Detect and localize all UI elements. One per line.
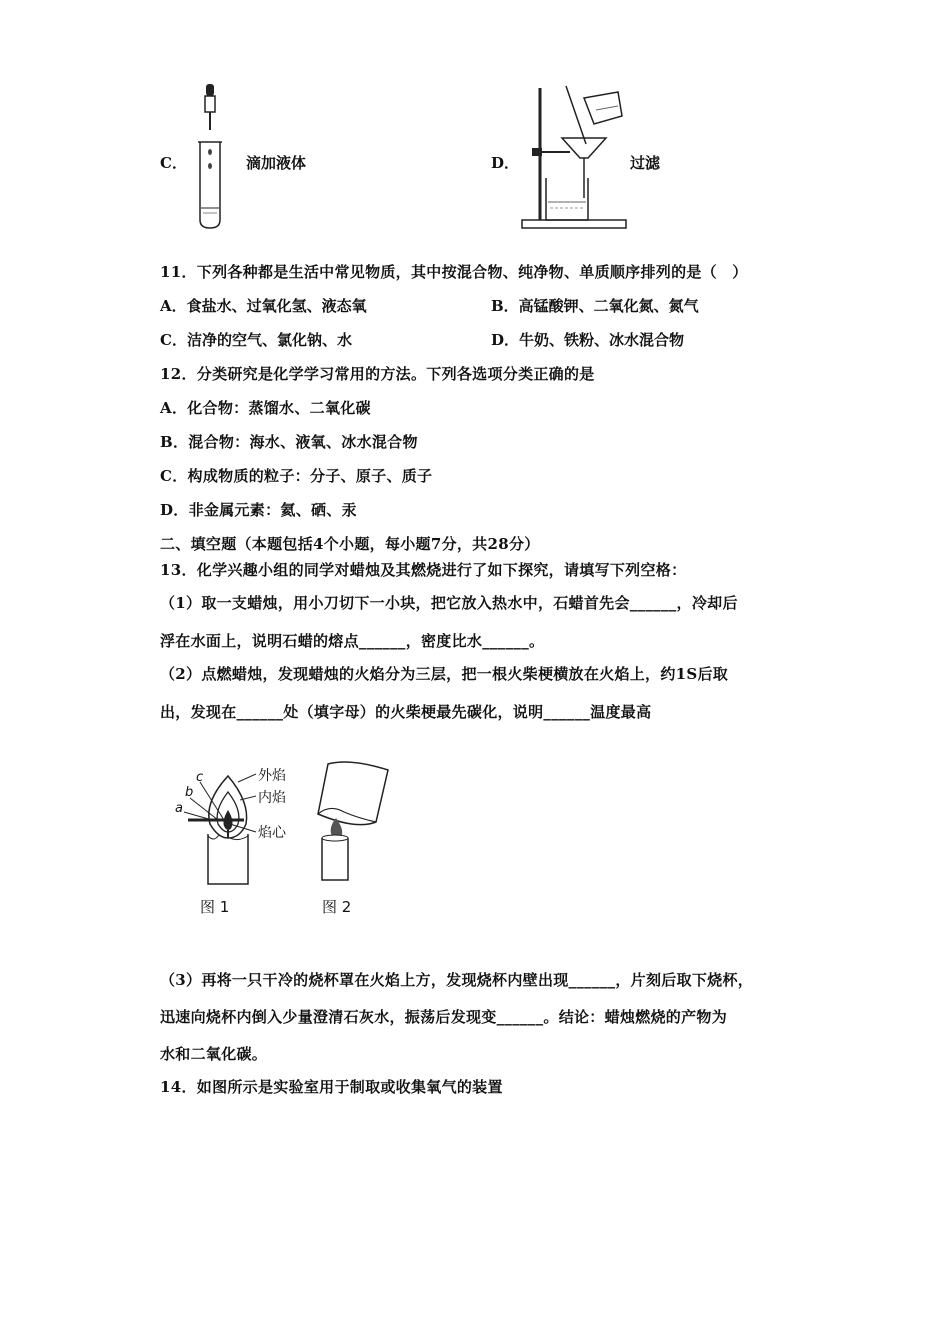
option-c-letter: C． (160, 154, 187, 172)
q11-option-b: B．高锰酸钾、二氧化氮、氮气 (491, 297, 699, 315)
figure-1-caption: 图 1 (200, 898, 230, 916)
flame-label-core: 焰心 (258, 825, 286, 841)
option-c-text: 滴加液体 (246, 154, 307, 172)
q13-part3-line1: （3）再将一只干冷的烧杯罩在火焰上方，发现烧杯内壁出现______，片刻后取下烧杯， (160, 971, 754, 989)
q13-part1-line2: 浮在水面上，说明石蜡的熔点______，密度比水______。 (160, 632, 545, 650)
q13-part2-line2: 出，发现在______处（填字母）的火柴梗最先碳化，说明______温度最高 (160, 703, 652, 721)
q11-option-c: C．洁净的空气、氯化钠、水 (160, 331, 352, 349)
q12-option-a: A．化合物：蒸馏水、二氧化碳 (160, 399, 371, 417)
q11-stem: 11．下列各种都是生活中常见物质，其中按混合物、纯净物、单质顺序排列的是（ ） (160, 263, 748, 281)
q13-part2-line1: （2）点燃蜡烛，发现蜡烛的火焰分为三层，把一根火柴梗横放在火焰上，约1S后取 (160, 665, 729, 683)
q12-option-d: D．非金属元素：氦、硒、汞 (160, 501, 357, 519)
q13-part1-line1: （1）取一支蜡烛，用小刀切下一小块，把它放入热水中，石蜡首先会______，冷却后 (160, 594, 738, 612)
section-2-title: 二、填空题（本题包括4个小题，每小题7分，共28分） (160, 535, 540, 553)
q12-stem: 12．分类研究是化学学习常用的方法。下列各选项分类正确的是 (160, 365, 595, 383)
q13-part3-line2: 迅速向烧杯内倒入少量澄清石灰水，振荡后发现变______。结论：蜡烛燃烧的产物为 (160, 1008, 728, 1026)
q11-option-d: D．牛奶、铁粉、冰水混合物 (491, 331, 685, 349)
filtration-apparatus-figure (518, 80, 630, 232)
q13-part3-line3: 水和二氧化碳。 (160, 1045, 268, 1063)
q12-option-c: C．构成物质的粒子：分子、原子、质子 (160, 467, 433, 485)
q12-option-b: B．混合物：海水、液氧、冰水混合物 (160, 433, 418, 451)
option-d-letter: D． (491, 154, 520, 172)
flame-label-b: b (185, 785, 194, 800)
flame-label-inner: 内焰 (258, 790, 286, 806)
beaker-over-candle-figure (300, 758, 400, 888)
q11-option-a: A．食盐水、过氧化氢、液态氧 (160, 297, 367, 315)
flame-label-c: c (196, 770, 204, 785)
dropper-test-tube-figure (190, 82, 235, 232)
q14-stem: 14．如图所示是实验室用于制取或收集氧气的装置 (160, 1078, 503, 1096)
figure-2-caption: 图 2 (322, 898, 352, 916)
q13-stem: 13．化学兴趣小组的同学对蜡烛及其燃烧进行了如下探究，请填写下列空格： (160, 561, 687, 579)
flame-label-outer: 外焰 (258, 768, 286, 784)
option-d-text: 过滤 (630, 154, 661, 172)
flame-label-a: a (175, 801, 183, 816)
